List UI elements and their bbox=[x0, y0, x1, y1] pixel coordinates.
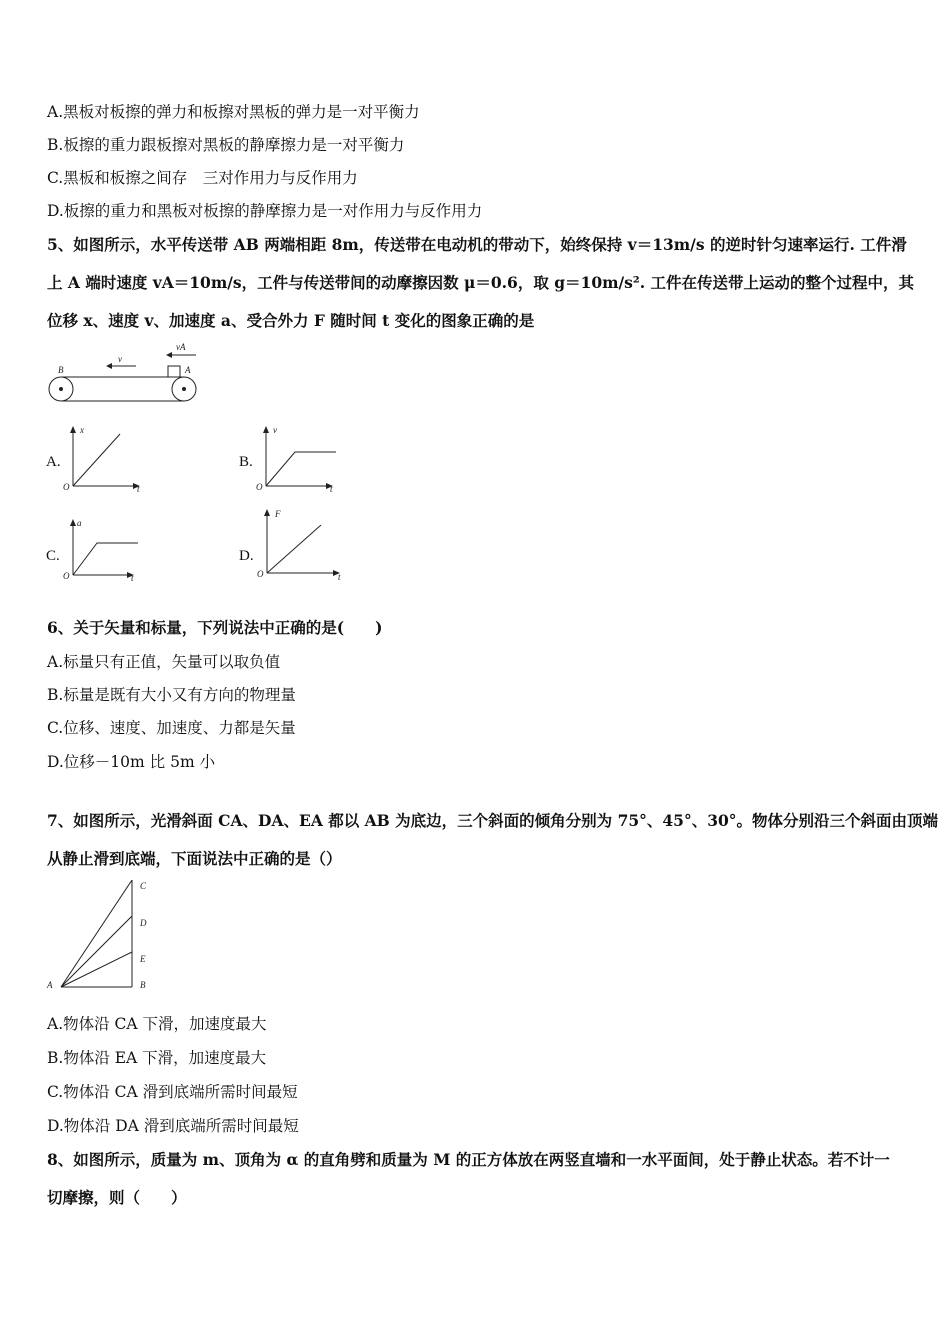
q4-option-a: A.黑板对板擦的弹力和板擦对黑板的弹力是一对平衡力 bbox=[47, 103, 420, 121]
q5-graph-b-ylabel: v bbox=[273, 425, 277, 435]
q5-option-c-label: C. bbox=[46, 548, 60, 564]
conveyor-label-a: A bbox=[185, 365, 191, 375]
incline-label-d: D bbox=[140, 918, 147, 928]
incline-label-a: A bbox=[47, 980, 53, 990]
conveyor-label-va: vA bbox=[176, 342, 186, 352]
q5-graph-c-xlabel: t bbox=[131, 573, 134, 583]
q5-graph-a-xlabel: t bbox=[137, 484, 140, 494]
q5-graph-d bbox=[256, 505, 346, 585]
q6-stem: 6、关于矢量和标量，下列说法中正确的是( ) bbox=[47, 618, 383, 637]
q7-option-a: A.物体沿 CA 下滑，加速度最大 bbox=[47, 1015, 267, 1033]
q5-graph-c-ylabel: a bbox=[77, 518, 82, 528]
conveyor-label-v: v bbox=[118, 354, 122, 364]
q4-option-b: B.板擦的重力跟板擦对黑板的静摩擦力是一对平衡力 bbox=[47, 136, 405, 154]
q5-graph-d-ylabel: F bbox=[275, 509, 281, 519]
q5-graph-a-origin: O bbox=[63, 482, 70, 492]
conveyor-diagram bbox=[44, 342, 204, 408]
conveyor-label-b: B bbox=[58, 365, 64, 375]
q7-stem-line-2: 从静止滑到底端，下面说法中正确的是（） bbox=[47, 849, 342, 868]
q5-graph-d-origin: O bbox=[257, 569, 264, 579]
q5-option-d-label: D. bbox=[239, 548, 254, 564]
q5-option-b-label: B. bbox=[239, 454, 253, 470]
q5-graph-c-origin: O bbox=[63, 571, 70, 581]
q7-stem-line-1: 7、如图所示，光滑斜面 CA、DA、EA 都以 AB 为底边，三个斜面的倾角分别为 75°、45°、30°。物体分别沿三个斜面由顶端 bbox=[47, 811, 939, 830]
q6-option-b: B.标量是既有大小又有方向的物理量 bbox=[47, 686, 296, 704]
q4-option-c: C.黑板和板擦之间存 三对作用力与反作用力 bbox=[47, 169, 358, 187]
q6-option-d: D.位移－10m 比 5m 小 bbox=[47, 753, 216, 771]
q5-graph-b-origin: O bbox=[256, 482, 263, 492]
q5-graph-c bbox=[62, 515, 144, 585]
q5-stem-line-2: 上 A 端时速度 vA＝10m/s，工件与传送带间的动摩擦因数 μ＝0.6，取 g＝10m/s². 工件在传送带上运动的整个过程中，其 bbox=[47, 273, 914, 292]
q8-stem-line-1: 8、如图所示，质量为 m、顶角为 α 的直角劈和质量为 M 的正方体放在两竖直墙和一水平面间，处于静止状态。若不计一 bbox=[47, 1150, 890, 1169]
q5-graph-d-xlabel: t bbox=[338, 572, 341, 582]
incline-diagram bbox=[44, 874, 164, 994]
incline-label-e: E bbox=[140, 954, 146, 964]
q5-graph-a-ylabel: x bbox=[80, 425, 84, 435]
incline-label-b: B bbox=[140, 980, 146, 990]
q5-option-a-label: A. bbox=[46, 454, 61, 470]
q7-option-b: B.物体沿 EA 下滑，加速度最大 bbox=[47, 1049, 267, 1067]
q7-option-d: D.物体沿 DA 滑到底端所需时间最短 bbox=[47, 1117, 299, 1135]
q5-stem-line-1: 5、如图所示，水平传送带 AB 两端相距 8m，传送带在电动机的带动下，始终保持 v＝13m/s 的逆时针匀速率运行. 工件滑 bbox=[47, 235, 907, 254]
q6-option-a: A.标量只有正值，矢量可以取负值 bbox=[47, 653, 281, 671]
q8-stem-line-2: 切摩擦，则（ ） bbox=[47, 1188, 187, 1207]
q6-option-c: C.位移、速度、加速度、力都是矢量 bbox=[47, 719, 296, 737]
q5-graph-a bbox=[62, 424, 144, 494]
q5-stem-line-3: 位移 x、速度 v、加速度 a、受合外力 F 随时间 t 变化的图象正确的是 bbox=[47, 311, 535, 330]
q5-graph-b bbox=[255, 424, 337, 494]
q4-option-d: D.板擦的重力和黑板对板擦的静摩擦力是一对作用力与反作用力 bbox=[47, 202, 483, 220]
q5-graph-b-xlabel: t bbox=[330, 484, 333, 494]
q7-option-c: C.物体沿 CA 滑到底端所需时间最短 bbox=[47, 1083, 298, 1101]
incline-label-c: C bbox=[140, 881, 147, 891]
